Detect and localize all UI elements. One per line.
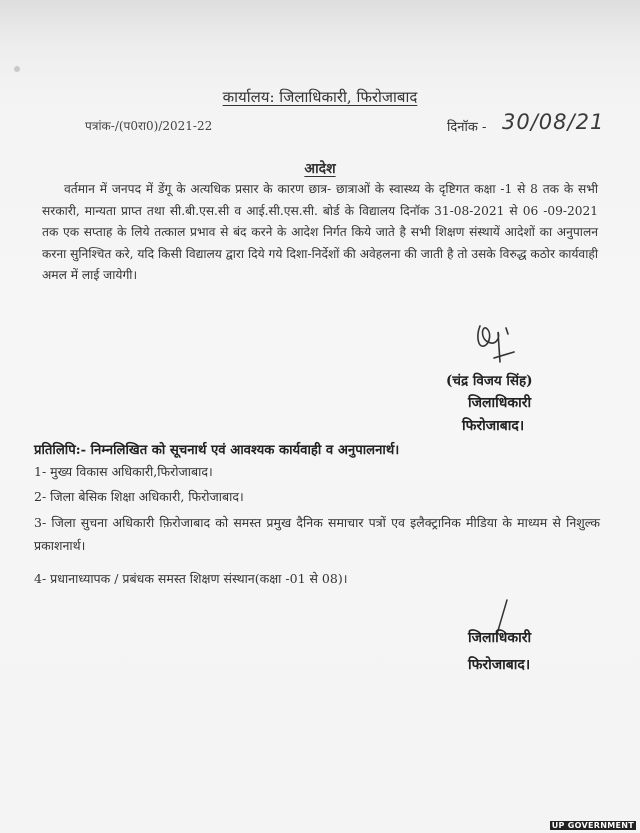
source-watermark: UP GOVERNMENT [551, 821, 634, 830]
signatory-place: फिरोजाबाद। [462, 418, 525, 434]
signatory-name: (चंद्र विजय सिंह) [446, 373, 533, 389]
reference-number: पत्रांक-/(प0रा0)/2021-22 [85, 119, 213, 133]
footer-designation: जिलाधिकारी [468, 630, 532, 646]
copy-to-item: 4- प्रधानाध्यापक / प्रबंधक समस्त शिक्षण संस्थान(कक्षा -01 से 08)। [34, 571, 348, 586]
copy-to-item: 3- जिला सुचना अधिकारी फ़िरोजाबाद को समस्त प्रमुख दैनिक समाचार पत्रों एव इलैक्ट्रानिक मीडिया के माध्यम से निशुल्क प्रकाशनार्थ। [34, 515, 600, 553]
copy-to-item: 1- मुख्य विकास अधिकारी,फिरोजाबाद। [34, 464, 213, 479]
order-body: वर्तमान में जनपद में डेंगू के अत्यधिक प्रसार के कारण छात्र- छात्राओं के स्वास्थ्य के दृष्टिगत कक्षा -1 से 8 तक के सभी सरकारी, मान्यता प्राप्त तथा सी.बी.एस.सी व आई.सी.एस.सी. बोर्ड के विद्यालय दिनॉक 31-08-2021 से 06 -09-2021 तक एक सप्ताह के लिये तत्काल प्रभाव से बंद करने के आदेश निर्गत किये जाते है सभी शिक्षण संस्थायें आदेशों का अनुपालन करना सुनिश्चित करे, यदि किसी विद्यालय द्वारा दिये गये दिशा-निर्देशों की अवेहलना की जाती है तो उसके विरुद्ध कठोर कार्यवाही अमल में लाई जायेगी। [42, 182, 598, 282]
order-heading: आदेश [304, 161, 336, 177]
copy-to-heading: प्रतिलिपि:- निम्नलिखित को सूचनार्थ एवं आवश्यक कार्यवाही व अनुपालनार्थ। [34, 443, 400, 458]
office-title: कार्यालय: जिलाधिकारी, फिरोजाबाद [222, 88, 418, 106]
scan-speck [14, 66, 20, 72]
signatory-designation: जिलाधिकारी [468, 395, 532, 411]
copy-to-item: 2- जिला बेसिक शिक्षा अधिकारी, फिरोजाबाद। [34, 489, 244, 504]
footer-place: फिरोजाबाद। [468, 657, 531, 673]
signature-icon [470, 318, 530, 368]
handwritten-date: 30/08/21 [502, 110, 605, 134]
date-label: दिनॉक - [447, 120, 487, 135]
